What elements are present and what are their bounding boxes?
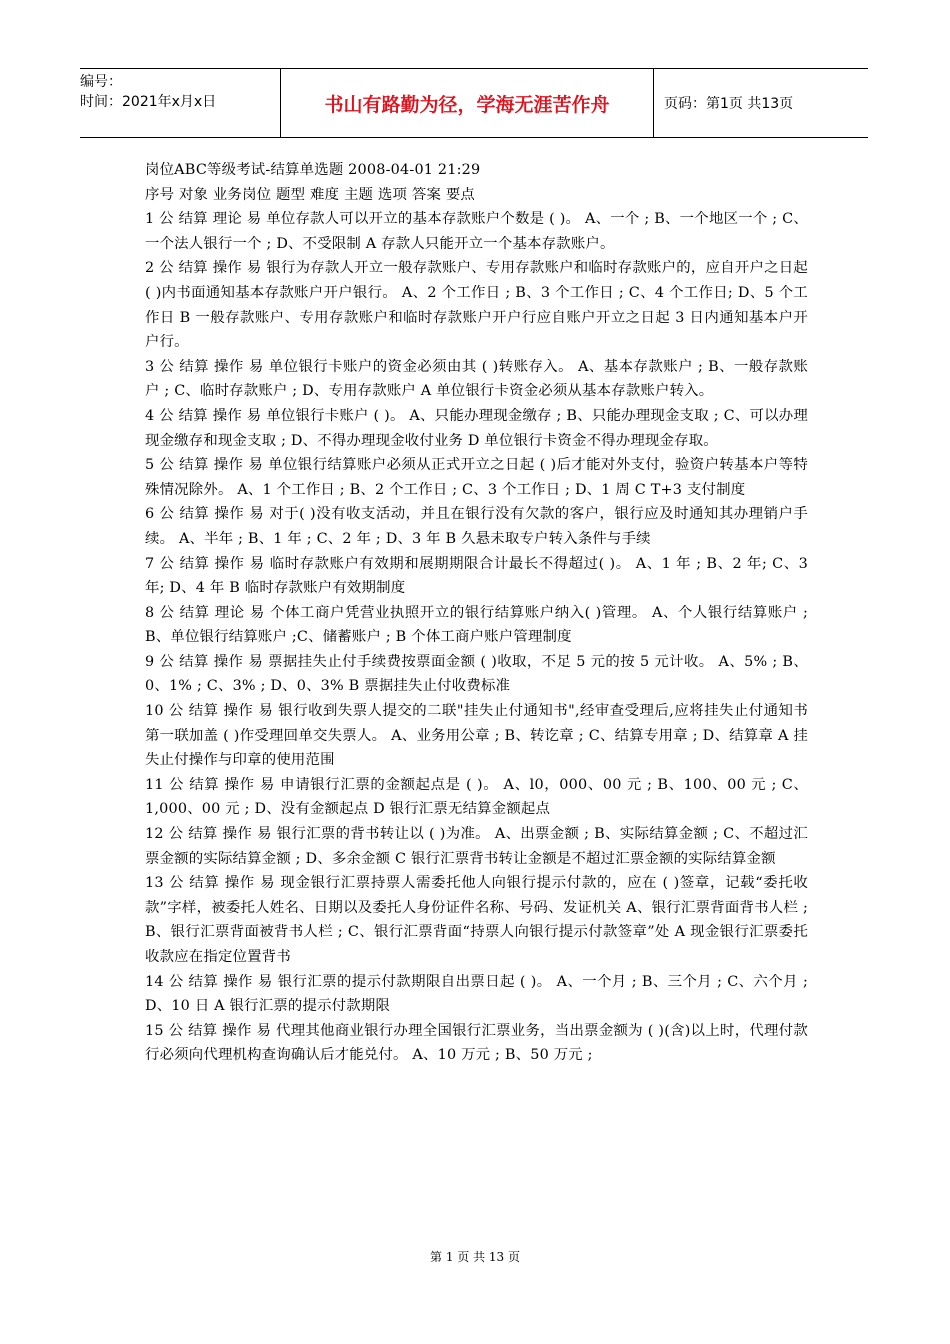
question-item: 11 公 结算 操作 易 申请银行汇票的金额起点是 ( )。 A、l0，000、00 元 ; B、100、00 元 ; C、1,000、00 元 ; D、没有金额起点 D 银行汇票无结算金额起点 bbox=[145, 776, 808, 818]
page-footer: 第 1 页 共 13 页 bbox=[430, 1250, 520, 1264]
question-item: 3 公 结算 操作 易 单位银行卡账户的资金必须由其 ( )转账存入。 A、基本存款账户 ; B、一般存款账户 ; C、临时存款账户 ; D、专用存款账户 A 单位银行卡资金必须从基本存款账户转入。 bbox=[145, 358, 808, 400]
question-item: 1 公 结算 理论 易 单位存款人可以开立的基本存款账户个数是 ( )。 A、一个 ; B、一个地区一个 ; C、一个法人银行一个 ; D、不受限制 A 存款人只能开立一个基本存款账户。 bbox=[145, 211, 808, 252]
question-item: 13 公 结算 操作 易 现金银行汇票持票人需委托他人向银行提示付款的，应在 ( )签章，记载“委托收款”字样，被委托人姓名、日期以及委托人身份证件名称、号码、发证机关 A、银行汇票背面背书人栏 ; B、银行汇票背面被背书人栏 ; C、银行汇票背面“持票人向银行提示付款签章”处 A 现金银行汇票委托收款应在指定位置背书 bbox=[145, 875, 808, 965]
question-item: 14 公 结算 操作 易 银行汇票的提示付款期限自出票日起 ( )。 A、一个月 ; B、三个月 ; C、六个月 ; D、10 日 A 银行汇票的提示付款期限 bbox=[145, 973, 808, 1015]
question-item: 7 公 结算 操作 易 临时存款账户有效期和展期期限合计最长不得超过( )。 A、1 年 ; B、2 年; C、3 年; D、4 年 B 临时存款账户有效期制度 bbox=[145, 555, 808, 597]
question-item: 9 公 结算 操作 易 票据挂失止付手续费按票面金额 ( )收取，不足 5 元的按 5 元计收。 A、5% ; B、0、1% ; C、3% ; D、0、3% B 票据挂失止付收费标准 bbox=[145, 653, 808, 695]
header-page-info: 页码：第1页 共13页 bbox=[664, 96, 794, 112]
header-meta bbox=[80, 69, 281, 137]
question-item: 5 公 结算 操作 易 单位银行结算账户必须从正式开立之日起 ( )后才能对外支付，验资户转基本户等特殊情况除外。 A、1 个工作日 ; B、2 个工作日 ; C、3 个工作日 ; D、1 周 C T+3 支付制度 bbox=[145, 457, 808, 498]
question-item: 4 公 结算 操作 易 单位银行卡账户 ( )。 A、只能办理现金缴存 ; B、只能办理现金支取 ; C、可以办理现金缴存和现金支取 ; D、不得办理现金收付业务 D 单位银行卡资金不得办理现金存取。 bbox=[145, 407, 808, 449]
question-item: 10 公 结算 操作 易 银行收到失票人提交的二联"挂失止付通知书",经审查受理后,应将挂失止付通知书第一联加盖 ( )作受理回单交失票人。 A、业务用公章 ; B、转讫章 ; C、结算专用章 ; D、结算章 A 挂失止付操作与印章的使用范围 bbox=[145, 703, 808, 769]
header-motto: 书山有路勤为径，学海无涯苦作舟 bbox=[281, 69, 654, 137]
page-header bbox=[80, 68, 868, 138]
column-headers: 序号 对象 业务岗位 题型 难度 主题 选项 答案 要点 bbox=[145, 186, 476, 203]
document-body bbox=[145, 158, 808, 1068]
question-item: 6 公 结算 操作 易 对于( )没有收支活动，并且在银行没有欠款的客户，银行应及时通知其办理销户手续。 A、半年 ; B、1 年 ; C、2 年 ; D、3 年 B 久悬未取专户转入条件与手续 bbox=[145, 506, 808, 547]
document-title: 岗位ABC等级考试-结算单选题 2008-04-01 21:29 bbox=[145, 162, 481, 178]
document-date: 时间：2021年x月x日 bbox=[80, 94, 217, 110]
question-item: 12 公 结算 操作 易 银行汇票的背书转让以 ( )为准。 A、出票金额 ; B、实际结算金额 ; C、不超过汇票金额的实际结算金额 ; D、多余金额 C 银行汇票背书转让金额是不超过汇票金额的实际结算金额 bbox=[145, 826, 808, 867]
question-item: 2 公 结算 操作 易 银行为存款人开立一般存款账户、专用存款账户和临时存款账户的，应自开户之日起 ( )内书面通知基本存款账户开户银行。 A、2 个工作日 ; B、3 个工作日 ; C、4 个工作日; D、5 个工作日 B 一般存款账户、专用存款账户和临时存款账户开户行应自账户开立之日起 3 日内通知基本户开户行。 bbox=[145, 260, 808, 351]
document-number-label: 编号： bbox=[80, 74, 122, 90]
question-item: 8 公 结算 理论 易 个体工商户凭营业执照开立的银行结算账户纳入( )管理。 A、个人银行结算账户 ; B、单位银行结算账户 ;C、储蓄账户 ; B 个体工商户账户管理制度 bbox=[145, 604, 808, 646]
question-item: 15 公 结算 操作 易 代理其他商业银行办理全国银行汇票业务，当出票金额为 ( )(含)以上时，代理付款行必须向代理机构查询确认后才能兑付。 A、10 万元 ; B、50 万元 ; bbox=[145, 1022, 808, 1064]
